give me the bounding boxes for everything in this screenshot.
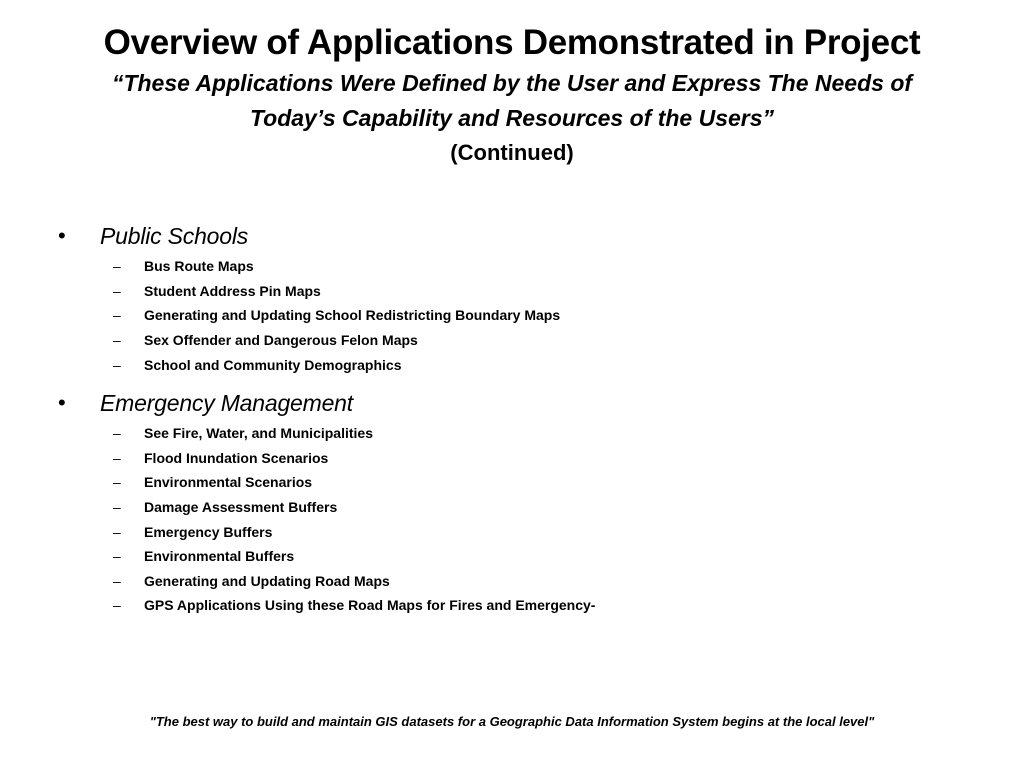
list-item xyxy=(58,254,984,279)
list-item xyxy=(58,421,984,446)
list-item-label: Sex Offender and Dangerous Felon Maps xyxy=(144,332,418,349)
list-item-label: Bus Route Maps xyxy=(144,258,254,275)
bullet-content xyxy=(58,218,984,626)
sub-list xyxy=(58,421,984,618)
dash-icon: – xyxy=(113,572,121,589)
section-emergency-management xyxy=(58,385,984,618)
list-item-label: Environmental Buffers xyxy=(144,548,295,565)
title-block xyxy=(40,22,984,170)
section-header xyxy=(58,218,984,254)
slide-title: Overview of Applications Demonstrated in Project xyxy=(103,23,921,62)
dash-icon: – xyxy=(113,356,121,373)
continued-label: (Continued) xyxy=(450,140,574,165)
bullet-icon: • xyxy=(58,389,66,415)
section-public-schools xyxy=(58,218,984,377)
list-item xyxy=(58,593,984,618)
dash-icon: – xyxy=(113,307,121,324)
list-item xyxy=(58,328,984,353)
dash-icon: – xyxy=(113,258,121,275)
section-title: Public Schools xyxy=(100,223,249,249)
sub-list xyxy=(58,254,984,377)
dash-icon: – xyxy=(113,425,121,442)
bullet-icon: • xyxy=(58,223,66,248)
list-item-label: GPS Applications Using these Road Maps for Fires and Emergency- xyxy=(144,597,596,614)
subtitle-line-2: Today’s Capability and Resources of the Users” xyxy=(249,105,775,131)
slide-subtitle xyxy=(40,66,984,136)
dash-icon: – xyxy=(113,523,121,540)
list-item-label: Generating and Updating School Redistricting Boundary Maps xyxy=(144,307,561,324)
list-item xyxy=(58,569,984,594)
list-item xyxy=(58,352,984,377)
list-item-label: Damage Assessment Buffers xyxy=(144,499,338,516)
dash-icon: – xyxy=(113,282,121,299)
list-item-label: Generating and Updating Road Maps xyxy=(144,572,390,589)
list-item-label: See Fire, Water, and Municipalities xyxy=(144,425,373,442)
footer-quote: "The best way to build and maintain GIS datasets for a Geographic Data Information System begins at the local level" xyxy=(149,714,875,729)
list-item xyxy=(58,470,984,495)
list-item-label: Flood Inundation Scenarios xyxy=(144,449,329,466)
section-title: Emergency Management xyxy=(100,389,353,416)
list-item xyxy=(58,495,984,520)
list-item xyxy=(58,519,984,544)
list-item-label: School and Community Demographics xyxy=(144,356,402,373)
dash-icon: – xyxy=(113,449,121,466)
dash-icon: – xyxy=(113,548,121,565)
dash-icon: – xyxy=(113,499,121,516)
dash-icon: – xyxy=(113,597,121,614)
list-item-label: Student Address Pin Maps xyxy=(144,282,321,299)
list-item xyxy=(58,446,984,471)
list-item xyxy=(58,544,984,569)
subtitle-line-1: “These Applications Were Defined by the User and Express The Needs of xyxy=(111,70,913,96)
list-item-label: Environmental Scenarios xyxy=(144,474,313,491)
section-header xyxy=(58,385,984,421)
list-item xyxy=(58,279,984,304)
dash-icon: – xyxy=(113,474,121,491)
dash-icon: – xyxy=(113,332,121,349)
list-item-label: Emergency Buffers xyxy=(144,523,273,540)
list-item xyxy=(58,303,984,328)
